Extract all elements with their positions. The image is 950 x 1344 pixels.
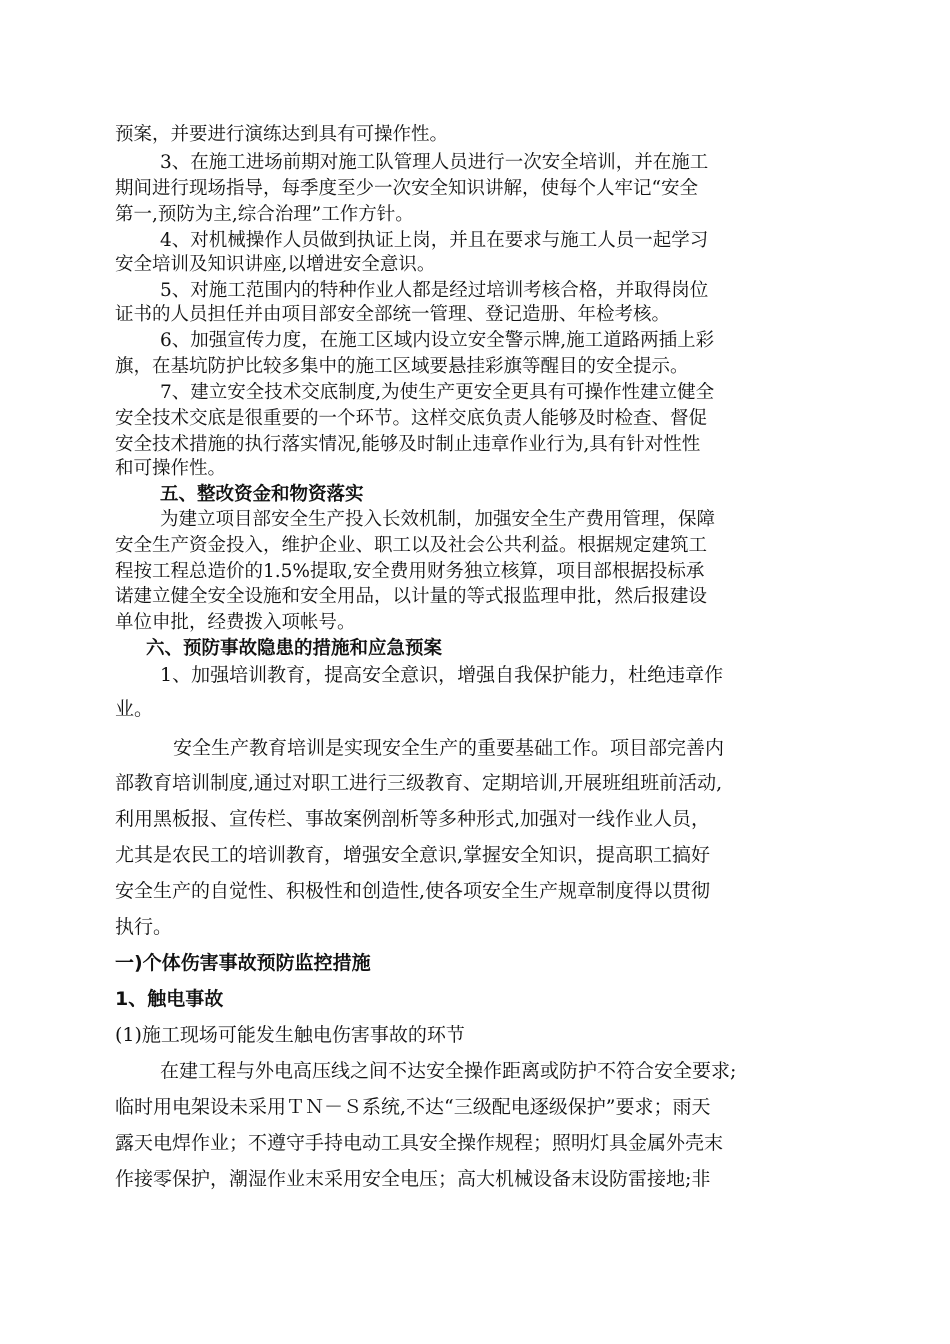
- subsection-heading: 1、触电事故: [115, 988, 224, 1010]
- paragraph-line: 期间进行现场指导，每季度至少一次安全知识讲解，使每个人牢记“安全: [115, 178, 698, 199]
- paragraph-line: 部教育培训制度,通过对职工进行三级教育、定期培训,开展班组班前活动,: [115, 772, 723, 794]
- paragraph-line: 4、对机械操作人员做到执证上岗，并且在要求与施工人员一起学习: [160, 230, 709, 251]
- paragraph-line: 诺建立健全安全设施和安全用品，以计量的等式报监理申批，然后报建设: [115, 586, 708, 607]
- paragraph-line: (1)施工现场可能发生触电伤害事故的环节: [115, 1024, 465, 1046]
- paragraph-line: 在建工程与外电高压线之间不达安全操作距离或防护不符合安全要求;: [160, 1060, 737, 1082]
- paragraph-line: 安全技术措施的执行落实情况,能够及时制止违章作业行为,具有针对性性: [115, 434, 701, 455]
- subsection-heading: 一)个体伤害事故预防监控措施: [115, 952, 371, 974]
- paragraph-line: 7、建立安全技术交底制度,为使生产更安全更具有可操作性建立健全: [160, 382, 715, 403]
- paragraph-line: 业。: [115, 698, 154, 720]
- paragraph-line: 程按工程总造价的1.5%提取,安全费用财务独立核算，项目部根据投标承: [115, 561, 705, 582]
- paragraph-line: 第一,预防为主,综合治理”工作方针。: [115, 204, 414, 225]
- paragraph-line: 临时用电架设未采用ＴＮ－Ｓ系统,不达“三级配电逐级保护”要求；雨天: [115, 1096, 711, 1118]
- section-heading: 六、预防事故隐患的措施和应急预案: [146, 638, 443, 659]
- paragraph-line: 露天电焊作业；不遵守手持电动工具安全操作规程；照明灯具金属外壳末: [115, 1132, 724, 1154]
- paragraph-line: 安全生产资金投入，维护企业、职工以及社会公共利益。根据规定建筑工: [115, 535, 708, 556]
- paragraph-line: 证书的人员担任并由项目部安全部统一管理、登记造册、年检考核。: [115, 304, 671, 325]
- paragraph-line: 单位申批，经费拨入项帐号。: [115, 612, 356, 633]
- paragraph-line: 5、对施工范围内的特种作业人都是经过培训考核合格，并取得岗位: [160, 280, 709, 301]
- paragraph-line: 执行。: [115, 916, 173, 938]
- paragraph-line: 为建立项目部安全生产投入长效机制，加强安全生产费用管理，保障: [160, 509, 716, 530]
- paragraph-line: 安全技术交底是很重要的一个环节。这样交底负责人能够及时检查、督促: [115, 408, 708, 429]
- paragraph-line: 3、在施工进场前期对施工队管理人员进行一次安全培训，并在施工: [160, 152, 709, 173]
- paragraph-line: 作接零保护，潮湿作业末采用安全电压；高大机械设备末设防雷接地;非: [115, 1168, 711, 1190]
- paragraph-line: 和可操作性。: [115, 458, 227, 479]
- paragraph-line: 1、加强培训教育，提高安全意识，增强自我保护能力，杜绝违章作: [160, 664, 724, 686]
- paragraph-line: 预案，并要进行演练达到具有可操作性。: [115, 124, 449, 145]
- paragraph-line: 安全培训及知识讲座,以增进安全意识。: [115, 254, 436, 275]
- paragraph-line: 安全生产教育培训是实现安全生产的重要基础工作。项目部完善内: [173, 737, 725, 759]
- paragraph-line: 利用黑板报、宣传栏、事故案例剖析等多种形式,加强对一线作业人员，: [115, 808, 711, 830]
- paragraph-line: 6、加强宣传力度，在施工区域内设立安全警示牌,施工道路两插上彩: [160, 330, 715, 351]
- paragraph-line: 安全生产的自觉性、积极性和创造性,使各项安全生产规章制度得以贯彻: [115, 880, 711, 902]
- section-heading: 五、整改资金和物资落实: [160, 484, 364, 505]
- paragraph-line: 尤其是农民工的培训教育，增强安全意识,掌握安全知识，提高职工搞好: [115, 844, 711, 866]
- paragraph-line: 旗，在基坑防护比较多集中的施工区域要悬挂彩旗等醒目的安全提示。: [115, 356, 689, 377]
